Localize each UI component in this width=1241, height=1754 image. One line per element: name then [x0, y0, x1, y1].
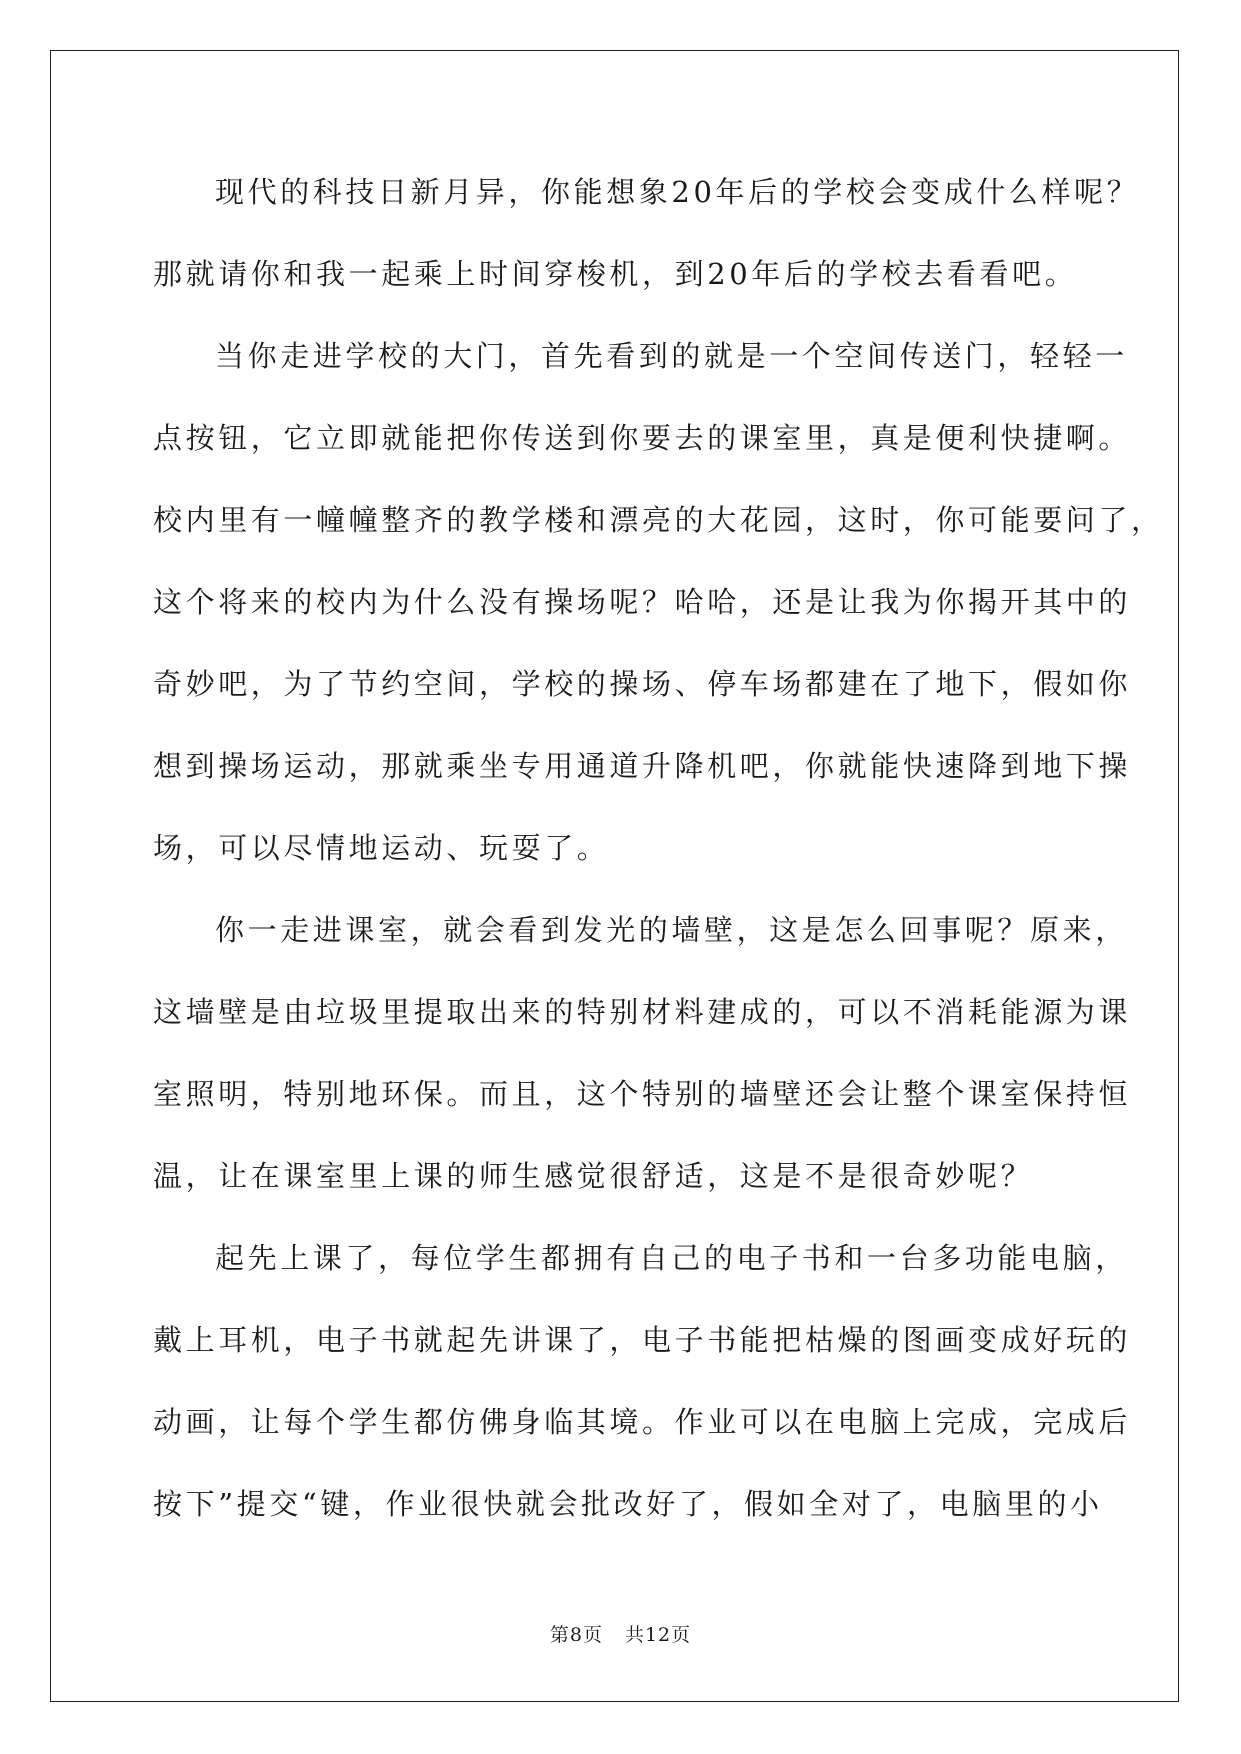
text-line: 场，可以尽情地运动、玩耍了。	[153, 831, 610, 865]
text-line: 你一走进课室，就会看到发光的墙壁，这是怎么回事呢？原来，	[215, 913, 1128, 947]
text-line: 动画，让每个学生都仿佛身临其境。作业可以在电脑上完成，完成后	[153, 1405, 1132, 1439]
page-footer	[0, 1620, 1241, 1647]
text-line: 奇妙吧，为了节约空间，学校的操场、停车场都建在了地下，假如你	[153, 667, 1132, 701]
text-line: 想到操场运动，那就乘坐专用通道升降机吧，你就能快速降到地下操	[153, 749, 1132, 783]
text-line: 戴上耳机，电子书就起先讲课了，电子书能把枯燥的图画变成好玩的	[153, 1323, 1132, 1357]
text-line: 起先上课了，每位学生都拥有自己的电子书和一台多功能电脑，	[215, 1241, 1128, 1275]
text-line: 校内里有一幢幢整齐的教学楼和漂亮的大花园，这时，你可能要问了，	[153, 503, 1164, 537]
text-line: 现代的科技日新月异，你能想象20年后的学校会变成什么样呢？	[215, 175, 1140, 209]
page-total: 共12页	[624, 1624, 692, 1646]
text-line: 点按钮，它立即就能把你传送到你要去的课室里，真是便利快捷啊。	[153, 421, 1132, 455]
text-line: 按下”提交“键，作业很快就会批改好了，假如全对了，电脑里的小	[153, 1487, 1103, 1521]
text-line: 这个将来的校内为什么没有操场呢？哈哈，还是让我为你揭开其中的	[153, 585, 1132, 619]
text-line: 室照明，特别地环保。而且，这个特别的墙壁还会让整个课室保持恒	[153, 1077, 1132, 1111]
document-body	[153, 162, 1164, 1556]
text-line: 当你走进学校的大门，首先看到的就是一个空间传送门，轻轻一	[215, 339, 1128, 373]
text-line: 那就请你和我一起乘上时间穿梭机，到20年后的学校去看看吧。	[153, 257, 1078, 291]
text-line: 温，让在课室里上课的师生感觉很舒适，这是不是很奇妙呢？	[153, 1159, 1034, 1193]
text-line: 这墙壁是由垃圾里提取出来的特别材料建成的，可以不消耗能源为课	[153, 995, 1132, 1029]
page-number: 第8页	[549, 1624, 603, 1646]
